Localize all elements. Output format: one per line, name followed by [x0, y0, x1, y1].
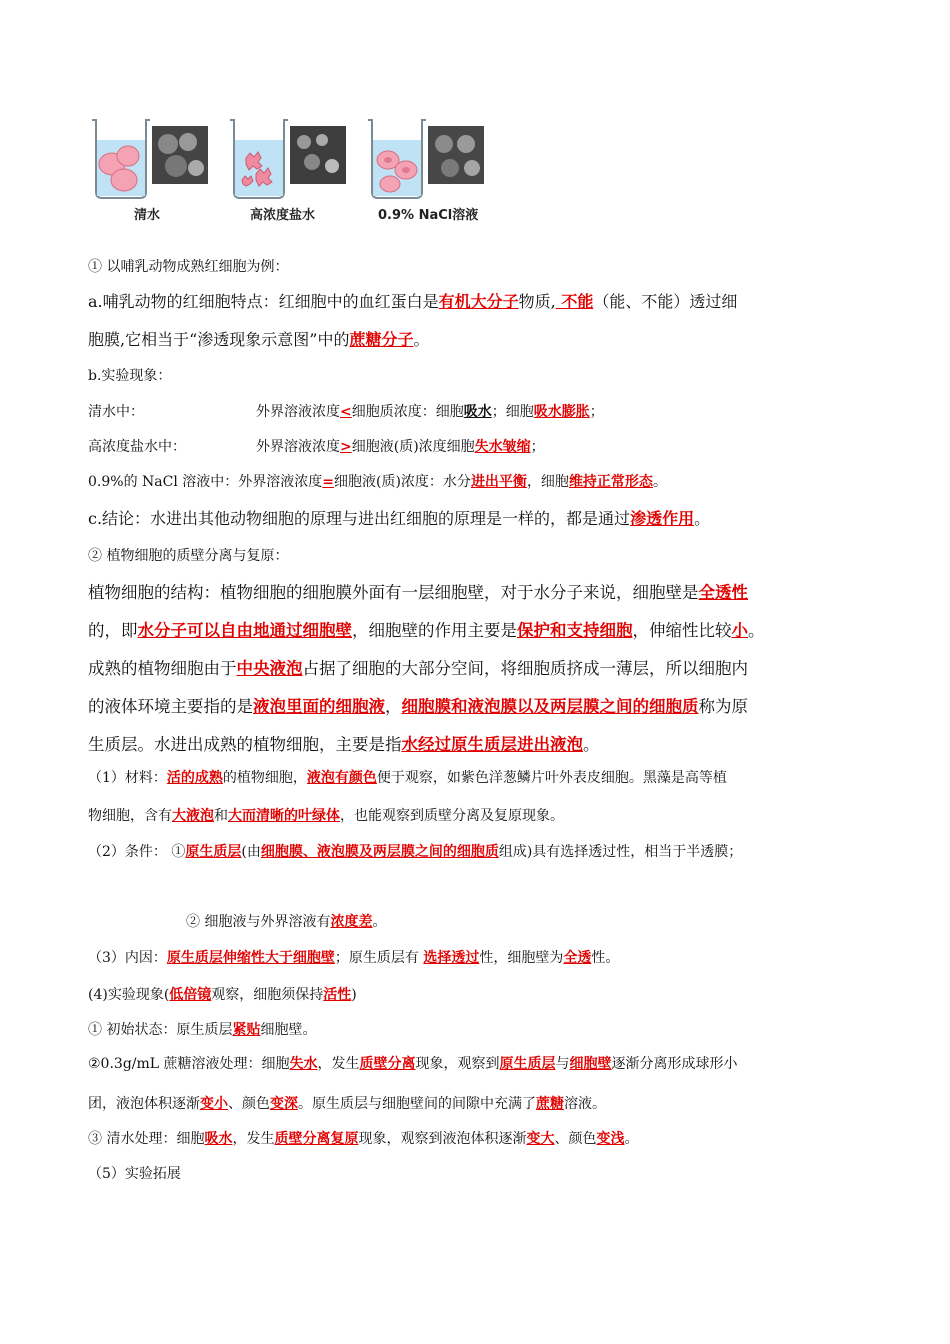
text-segment: ③ 清水处理：细胞: [88, 1131, 205, 1147]
answer-blank: 保护和支持细胞: [517, 621, 633, 640]
text-segment: 成熟的植物细胞由于: [88, 659, 237, 678]
answer-blank: 大液泡: [172, 808, 214, 824]
text-segment: 性，细胞壁为: [479, 950, 564, 966]
text-segment: 细胞液(质)浓度细胞: [351, 439, 475, 455]
text-line: [88, 767, 727, 787]
text-segment: 的液体环境主要指的是: [88, 697, 253, 716]
answer-blank: 低倍镜: [169, 987, 212, 1003]
text-line: [88, 1163, 181, 1183]
text-segment: 便于观察，如紫色洋葱鳞片叶外表皮细胞。黑藻是高等植: [376, 770, 727, 786]
answer-blank: 变小: [200, 1096, 228, 1112]
beaker-nacl-illustration: [364, 112, 489, 202]
red-blood-cell-osmosis-figure: [88, 112, 488, 230]
figure-caption-nacl: 0.9% NaCl溶液: [378, 208, 479, 223]
text-segment: 。: [372, 914, 387, 930]
underlined-term: 吸水: [463, 404, 492, 420]
answer-blank: 不能: [555, 292, 594, 311]
answer-blank: 水分子可以自由地通过细胞壁: [137, 621, 352, 640]
text-segment: （3）内因：: [88, 950, 167, 966]
answer-blank: <: [340, 404, 352, 420]
text-segment: ② 植物细胞的质壁分离与复原：: [88, 548, 289, 564]
text-segment: 性。: [591, 950, 620, 966]
text-segment: 现象，观察到: [415, 1056, 500, 1072]
text-segment: ，伸缩性比较: [632, 621, 732, 640]
text-segment: 细胞质浓度：细胞: [351, 404, 464, 420]
text-segment: 外界溶液浓度: [256, 404, 340, 420]
text-segment: 清水中：: [88, 404, 144, 420]
answer-blank: 蔗糖: [536, 1096, 564, 1112]
text-line: [88, 805, 564, 825]
answer-blank: 进出平衡: [470, 474, 527, 490]
text-segment: 植物细胞的结构：植物细胞的细胞膜外面有一层细胞壁，对于水分子来说，细胞壁是: [88, 583, 699, 602]
text-segment: 称为原: [698, 697, 748, 716]
text-segment: 。: [748, 621, 765, 640]
text-segment: 观察，细胞须保持: [211, 987, 324, 1003]
answer-blank: 维持正常形态: [568, 474, 653, 490]
text-segment: a.哺乳动物的红细胞特点：红细胞中的血红蛋白是: [88, 292, 439, 311]
answer-blank: 原生质层: [499, 1056, 556, 1072]
text-segment: 的植物细胞，: [222, 770, 307, 786]
text-line: [88, 401, 604, 421]
text-line: [88, 731, 600, 755]
text-segment: ① 以哺乳动物成熟红细胞为例：: [88, 259, 289, 275]
figure-caption-saline: 高浓度盐水: [250, 208, 316, 223]
answer-blank: 浓度差: [330, 914, 373, 930]
answer-blank: 全透性: [698, 583, 748, 602]
text-segment: ，细胞: [526, 474, 569, 490]
answer-blank: 原生质层: [185, 844, 242, 860]
answer-blank: 细胞壁: [569, 1056, 612, 1072]
text-segment: ，发生: [232, 1131, 275, 1147]
text-segment: 。原生质层与细胞壁间的间隙中充满了: [298, 1096, 536, 1112]
answer-blank: 蔗糖分子: [349, 330, 414, 349]
text-line: [88, 841, 742, 861]
text-segment: 。: [694, 509, 711, 528]
answer-blank: 选择透过: [423, 950, 480, 966]
answer-blank: 小: [731, 621, 748, 640]
text-segment: 团，液泡体积逐渐: [88, 1096, 200, 1112]
text-segment: 细胞壁。: [260, 1022, 317, 1038]
text-segment: (由: [241, 844, 261, 860]
text-line: [88, 1128, 638, 1148]
text-segment: 现象，观察到液泡体积逐渐: [358, 1131, 527, 1147]
answer-blank: 紧贴: [232, 1022, 261, 1038]
text-segment: ；: [530, 439, 545, 455]
text-segment: ，发生: [317, 1056, 360, 1072]
answer-blank: 吸水: [204, 1131, 233, 1147]
answer-blank: >: [340, 439, 352, 455]
text-segment: ，细胞壁的作用主要是: [352, 621, 517, 640]
answer-blank: 失水皱缩: [474, 439, 531, 455]
answer-blank: 变大: [526, 1131, 555, 1147]
text-segment: b.实验现象：: [88, 368, 172, 384]
text-segment: 生质层。水进出成熟的植物细胞，主要是指: [88, 735, 402, 754]
text-segment: ，也能观察到质壁分离及复原现象。: [340, 808, 564, 824]
text-line: [88, 947, 619, 967]
text-line: [88, 693, 748, 717]
text-segment: 。: [583, 735, 600, 754]
text-line: [88, 655, 748, 679]
text-segment: 。: [652, 474, 667, 490]
answer-blank: 变浅: [596, 1131, 625, 1147]
text-line: [88, 545, 288, 565]
text-segment: （能、不能）透过细: [593, 292, 738, 311]
text-line: [88, 579, 748, 603]
text-segment: 物质,: [518, 292, 556, 311]
text-segment: ，: [385, 697, 402, 716]
answer-blank: 细胞膜、液泡膜及两层膜之间的细胞质: [260, 844, 499, 860]
answer-blank: 液泡里面的细胞液: [253, 697, 385, 716]
text-line: [88, 327, 429, 350]
text-segment: 与: [555, 1056, 570, 1072]
text-segment: 细胞液(质)浓度：水分: [334, 474, 471, 490]
text-segment: (4)实验现象(: [88, 987, 170, 1003]
text-segment: ；原生质层有: [334, 950, 424, 966]
text-segment: （2）条件： ①: [88, 844, 186, 860]
figure-caption-clear-water: 清水: [134, 208, 161, 223]
text-segment: 、颜色: [228, 1096, 270, 1112]
text-line: [88, 1053, 738, 1073]
text-segment: ②0.3g/mL 蔗糖溶液处理：细胞: [88, 1056, 290, 1072]
text-segment: 。: [413, 330, 430, 349]
text-segment: 和: [214, 808, 228, 824]
text-segment: 逐渐分离形成球形小: [611, 1056, 738, 1072]
answer-blank: 吸水膨胀: [533, 404, 590, 420]
text-line: [88, 1019, 316, 1039]
text-segment: 外界溶液浓度: [256, 439, 340, 455]
text-line: [88, 506, 710, 529]
answer-blank: 失水: [289, 1056, 318, 1072]
answer-blank: 活的成熟: [166, 770, 223, 786]
answer-blank: 渗透作用: [630, 509, 695, 528]
text-line: [88, 256, 288, 276]
text-segment: ；细胞: [491, 404, 534, 420]
text-line: [88, 617, 765, 641]
answer-blank: 变深: [270, 1096, 298, 1112]
answer-blank: 大而清晰的叶绿体: [228, 808, 340, 824]
text-line: [88, 436, 545, 456]
text-segment: 、颜色: [554, 1131, 597, 1147]
text-line: [88, 984, 357, 1004]
text-segment: c.结论：水进出其他动物细胞的原理与进出红细胞的原理是一样的，都是通过: [88, 509, 631, 528]
text-segment: 0.9%的 NaCl 溶液中：外界溶液浓度: [88, 474, 323, 490]
answer-blank: 全透: [563, 950, 592, 966]
text-segment: 组成)具有选择透过性，相当于半透膜；: [498, 844, 743, 860]
text-segment: 溶液。: [564, 1096, 606, 1112]
answer-blank: 质壁分离: [359, 1056, 416, 1072]
text-line: [88, 365, 171, 385]
answer-blank: =: [322, 474, 334, 490]
text-segment: 高浓度盐水中：: [88, 439, 186, 455]
text-segment: ): [351, 987, 357, 1003]
text-segment: 的，即: [88, 621, 138, 640]
text-segment: （1）材料：: [88, 770, 167, 786]
text-segment: 。: [624, 1131, 639, 1147]
beaker-saline-illustration: [226, 112, 351, 202]
answer-blank: 活性: [323, 987, 352, 1003]
answer-blank: 质壁分离复原: [274, 1131, 359, 1147]
beaker-clear-water-illustration: [88, 112, 213, 202]
text-segment: ；: [589, 404, 604, 420]
text-segment: 占据了细胞的大部分空间，将细胞质挤成一薄层，所以细胞内: [302, 659, 748, 678]
answer-blank: 细胞膜和液泡膜以及两层膜之间的细胞质: [401, 697, 699, 716]
answer-blank: 有机大分子: [438, 292, 519, 311]
text-line: [88, 471, 667, 491]
text-segment: 物细胞，含有: [88, 808, 172, 824]
answer-blank: 原生质层伸缩性大于细胞壁: [166, 950, 335, 966]
answer-blank: 中央液泡: [236, 659, 303, 678]
text-segment: （5）实验拓展: [88, 1166, 181, 1182]
answer-blank: 液泡有颜色: [306, 770, 377, 786]
text-line: [186, 911, 386, 931]
text-segment: ① 初始状态：原生质层: [88, 1022, 233, 1038]
text-line: [88, 289, 737, 312]
text-line: [88, 1093, 606, 1113]
answer-blank: 水经过原生质层进出液泡: [401, 735, 583, 754]
text-segment: ② 细胞液与外界溶液有: [186, 914, 331, 930]
text-segment: 胞膜,它相当于“渗透现象示意图”中的: [88, 330, 350, 349]
